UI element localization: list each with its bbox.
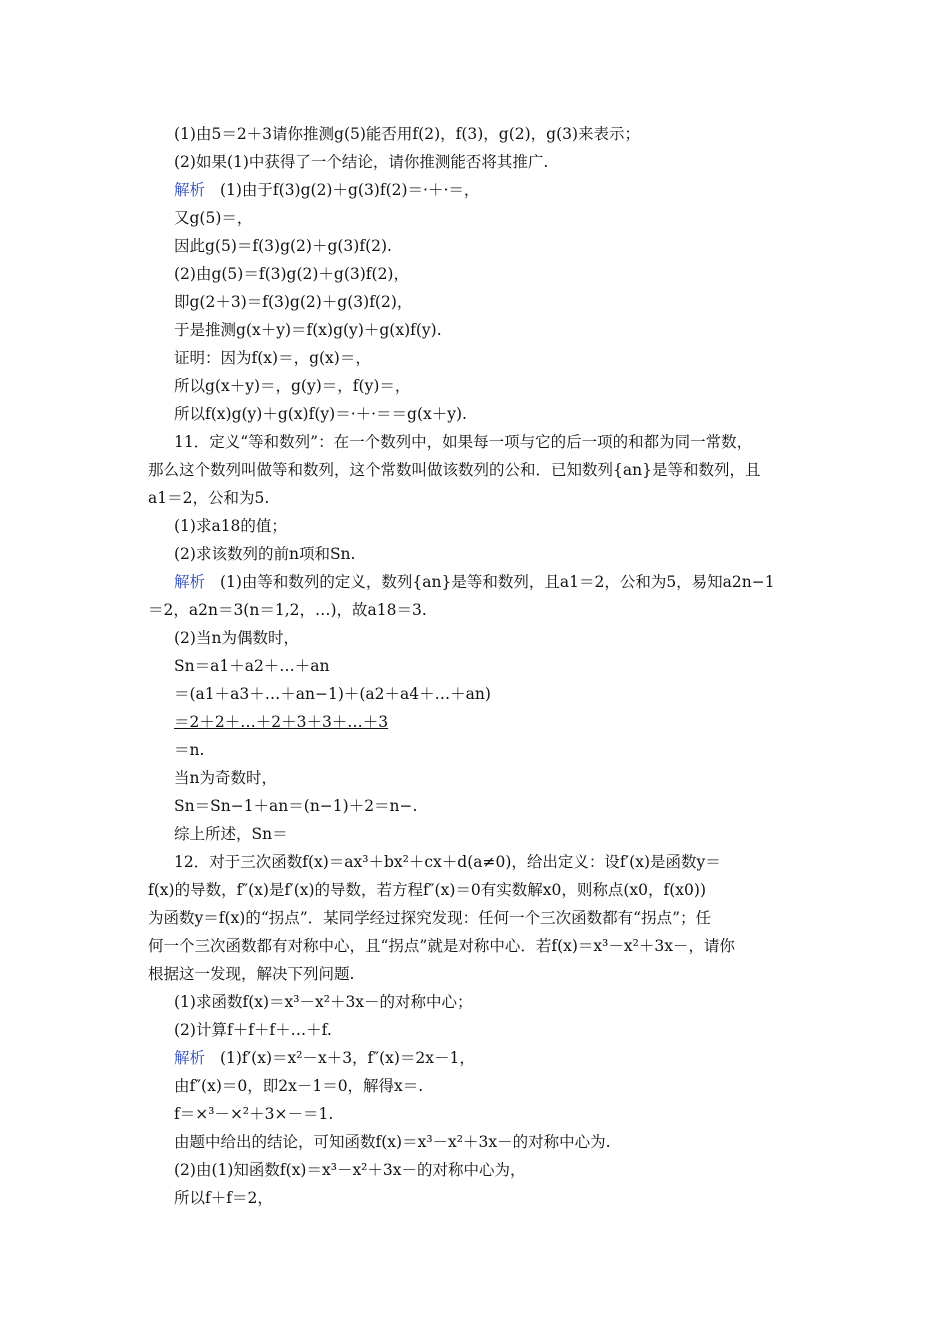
prev-solution-line: 解析 (1)由于f(3)g(2)＋g(3)f(2)＝·＋·＝， [174, 181, 480, 199]
prev-solution-line: 证明：因为f(x)＝，g(x)＝， [174, 349, 371, 367]
problem-12-solution-line: 所以f＋f＝2， [174, 1189, 273, 1207]
problem-11-question-1: (1)求a18的值； [174, 517, 287, 535]
prev-question-2: (2)如果(1)中获得了一个结论，请你推测能否将其推广. [174, 153, 549, 171]
problem-12-stem: f(x)的导数，f″(x)是f′(x)的导数，若方程f″(x)＝0有实数解x0，则称点(x0，f(x0)) [148, 881, 706, 899]
problem-11-stem: a1＝2，公和为5. [148, 489, 270, 507]
problem-11-stem: 11．定义“等和数列”：在一个数列中，如果每一项与它的后一项的和都为同一常数， [174, 433, 753, 451]
problem-12-question-2: (2)计算f＋f＋f＋…＋f. [174, 1021, 332, 1039]
problem-11-stem: 那么这个数列叫做等和数列，这个常数叫做该数列的公和．已知数列{an}是等和数列，且 [148, 461, 761, 479]
problem-11-solution-line: Sn＝Sn−1＋an＝(n−1)＋2＝n−. [174, 797, 418, 815]
problem-12-solution-line: 由题中给出的结论，可知函数f(x)＝x³－x²＋3x－的对称中心为. [174, 1133, 611, 1151]
problem-12-solution-line: (2)由(1)知函数f(x)＝x³－x²＋3x－的对称中心为， [174, 1161, 526, 1179]
problem-11-solution-line: (2)当n为偶数时， [174, 629, 299, 647]
problem-11-solution-line: 当n为奇数时， [174, 769, 277, 787]
problem-11-question-2: (2)求该数列的前n项和Sn. [174, 545, 356, 563]
prev-solution-line: 所以g(x＋y)＝，g(y)＝，f(y)＝， [174, 377, 411, 395]
prev-solution-line: 因此g(5)＝f(3)g(2)＋g(3)f(2). [174, 237, 392, 255]
problem-12-solution-line: f＝×³－×²＋3×－＝1. [174, 1105, 334, 1123]
prev-solution-line: 所以f(x)g(y)＋g(x)f(y)＝·＋·＝＝g(x＋y). [174, 405, 467, 423]
problem-12-stem: 为函数y＝f(x)的“拐点”．某同学经过探究发现：任何一个三次函数都有“拐点”；任 [148, 909, 712, 927]
solution-tag: 解析 [174, 181, 206, 199]
problem-12-solution-line: 由f″(x)＝0，即2x－1＝0，解得x＝. [174, 1077, 424, 1095]
solution-tag: 解析 [174, 1049, 206, 1067]
problem-11-solution-line: ＝n. [174, 741, 205, 759]
problem-12-stem: 根据这一发现，解决下列问题. [148, 965, 355, 983]
problem-11-solution-line: ＝2＋2＋…＋2＋3＋3＋…＋3 [174, 713, 389, 731]
problem-11-solution-line: 综上所述，Sn＝ [174, 825, 288, 843]
prev-solution-line: (2)由g(5)＝f(3)g(2)＋g(3)f(2)， [174, 265, 409, 283]
problem-12-stem: 何一个三次函数都有对称中心，且“拐点”就是对称中心．若f(x)＝x³－x²＋3x－，请你 [148, 937, 735, 955]
problem-11-solution-line: ＝(a1＋a3＋…＋an−1)＋(a2＋a4＋…＋an) [174, 685, 491, 703]
solution-tag: 解析 [174, 573, 206, 591]
problem-11-solution-line: ＝2，a2n＝3(n＝1,2，…)，故a18＝3. [148, 601, 427, 619]
prev-solution-line: 于是推测g(x＋y)＝f(x)g(y)＋g(x)f(y). [174, 321, 442, 339]
problem-12-stem: 12．对于三次函数f(x)＝ax³＋bx²＋cx＋d(a≠0)，给出定义：设f′(x)是函数y＝ [174, 853, 721, 871]
problem-12-solution-line: 解析 (1)f′(x)＝x²－x＋3，f″(x)＝2x－1， [174, 1049, 475, 1067]
prev-solution-line: 又g(5)＝， [174, 209, 253, 227]
prev-solution-line: 即g(2＋3)＝f(3)g(2)＋g(3)f(2)， [174, 293, 413, 311]
prev-question-1: (1)由5＝2＋3请你推测g(5)能否用f(2)，f(3)，g(2)，g(3)来表示； [174, 125, 641, 143]
problem-12-question-1: (1)求函数f(x)＝x³－x²＋3x－的对称中心； [174, 993, 473, 1011]
problem-11-solution-line: 解析 (1)由等和数列的定义，数列{an}是等和数列，且a1＝2，公和为5，易知a2n−1 [174, 573, 775, 591]
problem-11-solution-line: Sn＝a1＋a2＋…＋an [174, 657, 330, 675]
